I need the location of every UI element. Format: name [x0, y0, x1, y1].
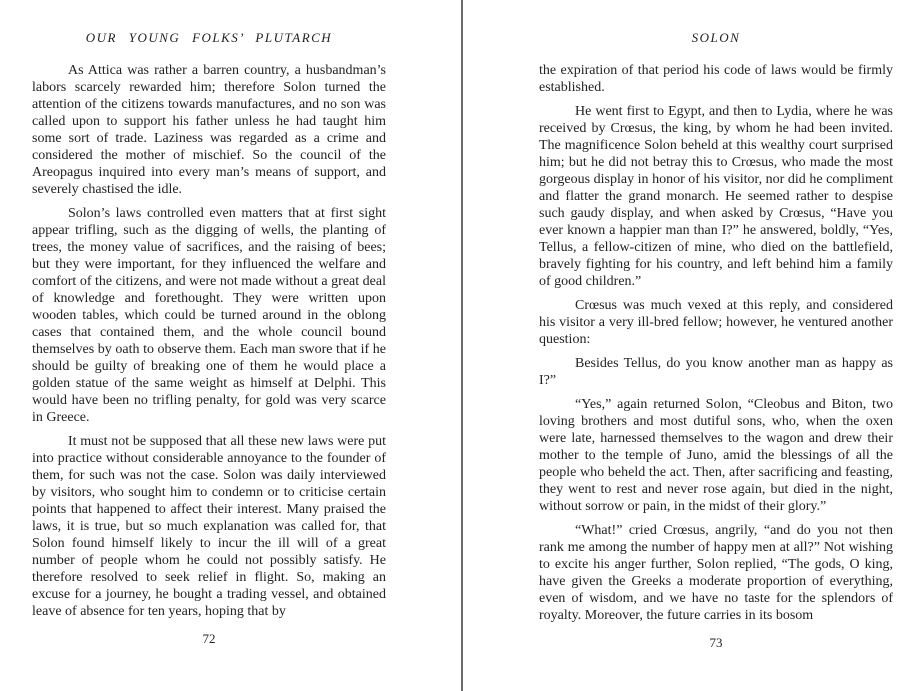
- left-page-number: 72: [202, 631, 216, 646]
- left-page-body: [32, 62, 386, 620]
- right-page-number: 73: [709, 635, 723, 650]
- left-running-head: OUR YOUNG FOLKS’ PLUTARCH: [85, 30, 333, 45]
- right-paragraph-2: He went first to Egypt, and then to Lydia, where he was received by Crœsus, the king, by whom he had been invited. The magnificence Solon beheld at this wealthy court surprised him; but he did not betray this to Crœsus, who made the most gorgeous display in honor of his visitor, nor did he compliment and flatter the grand monarch. He seemed rather to despise such gaudy display, and when asked by Crœsus, “Have you ever known a happier man than I?” he answered, boldly, “Yes, Tellus, a fellow-citizen of mine, who died on the battlefield, bravely fighting for his country, and left behind him a family of good children.”: [539, 104, 893, 289]
- right-paragraph-3: Crœsus was much vexed at this reply, and considered his visitor a very ill-bred fellow; however, he ventured another question:: [539, 298, 893, 347]
- right-paragraph-1: the expiration of that period his code of laws would be firmly established.: [539, 63, 893, 95]
- right-running-head: SOLON: [691, 30, 741, 45]
- right-paragraph-6: “What!” cried Crœsus, angrily, “and do you not then rank me among the number of happy men at all?” Not wishing to excite his anger further, Solon replied, “The gods, O king, have given the Greeks a moderate proportion of everything, even of wisdom, and we have no taste for the splendors of royalty. Moreover, the future carries in its bosom: [539, 523, 893, 623]
- left-paragraph-3: It must not be supposed that all these new laws were put into practice without considerable annoyance to the founder of them, for such was not the case. Solon was daily interviewed by visitors, who sought him to condemn or to criticise certain points that happened to affect their interest. Many praised the laws, it is true, but so much explanation was called for, that Solon found himself likely to incur the ill will of a great number of people whom he could not possibly satisfy. He therefore resolved to seek relief in flight. So, making an excuse for a journey, he bought a trading vessel, and obtained leave of absence for ten years, hoping that by: [32, 434, 386, 619]
- right-page-body: [539, 62, 893, 624]
- left-page: [32, 0, 386, 691]
- left-paragraph-2: Solon’s laws controlled even matters that at first sight appear trifling, such as the digging of wells, the planting of trees, the money value of sacrifices, and the raising of bees; but they were important, for they influenced the welfare and comfort of the citizens, and were not made without a great deal of knowledge and forethought. They were written upon wooden tables, which could be turned around in the oblong cases that contained them, and the whole council bound themselves by oath to observe them. Each man swore that if he should be guilty of breaking one of them he would place a golden statue of the same weight as himself at Delphi. This would have been no trifling penalty, for gold was very scarce in Greece.: [32, 206, 386, 425]
- page-divider: [461, 0, 463, 691]
- right-paragraph-4: Besides Tellus, do you know another man as happy as I?”: [539, 356, 893, 388]
- right-paragraph-5: “Yes,” again returned Solon, “Cleobus and Biton, two loving brothers and most dutiful sons, who, when the oxen were late, harnessed themselves to the wagon and drew their mother to the temple of Juno, amid the blessings of all the people who beheld the act. Then, after sacrificing and feasting, they went to rest and never rose again, but died in the night, without sorrow or pain, in the midst of their glory.”: [539, 397, 893, 514]
- left-paragraph-1: As Attica was rather a barren country, a husbandman’s labors scarcely rewarded him; therefore Solon turned the attention of the citizens towards manufactures, and no son was called upon to support his father unless he had taught him some sort of trade. Laziness was regarded as a crime and considered the mother of mischief. So the council of the Areopagus inquired into every man’s means of support, and severely chastised the idle.: [32, 63, 386, 197]
- right-page: [539, 0, 893, 691]
